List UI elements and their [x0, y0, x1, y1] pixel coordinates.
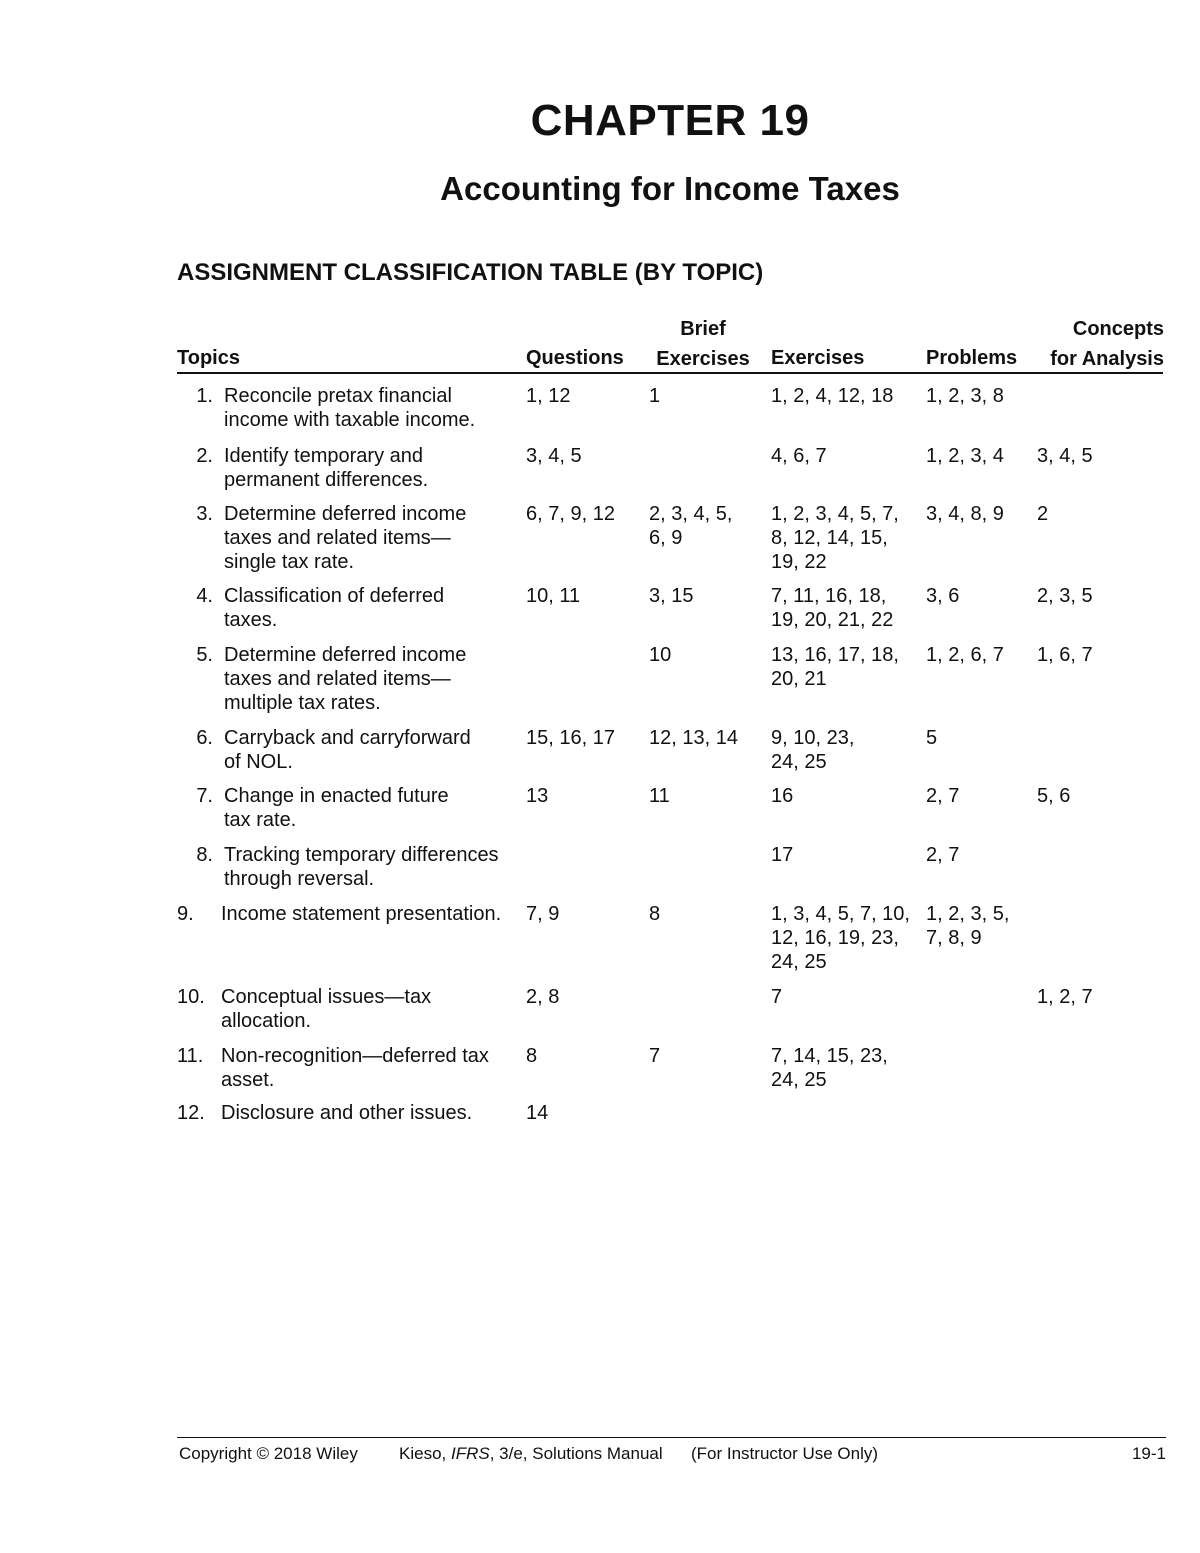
row-exercises: 17 [771, 844, 794, 866]
row-problems: 1, 2, 3, 5, 7, 8, 9 [926, 903, 1010, 949]
footer-book-author: Kieso, [399, 1444, 451, 1463]
footer-page-number: 19-1 [1131, 1444, 1166, 1463]
table-row [177, 643, 1163, 721]
table-row [177, 843, 1163, 897]
row-brief-exercises: 2, 3, 4, 5, 6, 9 [649, 503, 733, 549]
row-topic: Income statement presentation. [221, 903, 502, 925]
header-exercises: Exercises [771, 347, 865, 369]
row-exercises: 9, 10, 23, 24, 25 [771, 727, 855, 773]
row-concepts: 2, 3, 5 [1037, 585, 1093, 607]
row-brief-exercises: 7 [649, 1045, 661, 1067]
row-topic: Identify temporary and permanent differences. [224, 445, 429, 491]
row-topic: Disclosure and other issues. [221, 1102, 473, 1124]
row-exercises: 7 [771, 986, 783, 1008]
row-concepts: 2 [1037, 503, 1049, 525]
row-number: 6. [196, 727, 213, 749]
row-brief-exercises: 12, 13, 14 [649, 727, 738, 749]
row-concepts: 3, 4, 5 [1037, 445, 1093, 467]
chapter-subtitle: Accounting for Income Taxes [440, 170, 900, 207]
chapter-title: CHAPTER 19 [530, 96, 810, 145]
table-row [177, 985, 1163, 1039]
row-problems: 1, 2, 6, 7 [926, 644, 1004, 666]
footer-book-title: IFRS [450, 1444, 490, 1463]
footer-copyright: Copyright © 2018 Wiley [179, 1444, 358, 1463]
row-number: 4. [196, 585, 213, 607]
row-number: 5. [196, 644, 213, 666]
row-topic: Conceptual issues—tax allocation. [221, 986, 432, 1032]
table-row [177, 784, 1163, 838]
row-topic: Determine deferred income taxes and related items— single tax rate. [224, 503, 467, 573]
row-questions: 1, 12 [526, 385, 571, 407]
row-questions: 8 [526, 1045, 538, 1067]
row-exercises: 16 [771, 785, 794, 807]
row-problems: 1, 2, 3, 4 [926, 445, 1004, 467]
row-topic: Carryback and carryforward of NOL. [224, 727, 471, 773]
row-topic: Change in enacted future tax rate. [224, 785, 449, 831]
footer-usage: (For Instructor Use Only) [691, 1444, 879, 1463]
row-topic: Non-recognition—deferred tax asset. [221, 1045, 489, 1091]
row-exercises: 1, 2, 4, 12, 18 [771, 385, 894, 407]
header-concepts [1036, 314, 1164, 374]
row-concepts: 1, 6, 7 [1037, 644, 1093, 666]
header-concepts-line2: for Analysis [1050, 348, 1164, 370]
table-row [177, 726, 1163, 780]
row-number: 7. [196, 785, 213, 807]
row-exercises: 13, 16, 17, 18, 20, 21 [771, 644, 899, 690]
row-exercises: 7, 14, 15, 23, 24, 25 [771, 1045, 888, 1091]
row-questions: 10, 11 [526, 585, 581, 607]
table-row [177, 584, 1163, 638]
section-heading: ASSIGNMENT CLASSIFICATION TABLE (BY TOPIC) [177, 259, 764, 286]
row-questions: 6, 7, 9, 12 [526, 503, 615, 525]
row-brief-exercises: 10 [649, 644, 672, 666]
header-topics: Topics [177, 347, 240, 369]
row-questions: 3, 4, 5 [526, 445, 582, 467]
row-questions: 15, 16, 17 [526, 727, 615, 749]
row-exercises: 1, 2, 3, 4, 5, 7, 8, 12, 14, 15, 19, 22 [771, 503, 899, 573]
row-number: 3. [196, 503, 213, 525]
header-brief-line2: Exercises [656, 348, 750, 370]
row-number: 9. [177, 903, 194, 925]
footer-book-rest: , 3/e, Solutions Manual [489, 1444, 663, 1463]
header-problems: Problems [926, 347, 1018, 369]
row-problems: 5 [926, 727, 938, 749]
row-questions: 2, 8 [526, 986, 560, 1008]
row-concepts: 5, 6 [1037, 785, 1071, 807]
table-row [177, 902, 1163, 980]
row-topic: Classification of deferred taxes. [224, 585, 445, 631]
table-row [177, 502, 1163, 580]
row-problems: 1, 2, 3, 8 [926, 385, 1004, 407]
table-row [177, 384, 1163, 438]
row-number: 2. [196, 445, 213, 467]
header-concepts-line1: Concepts [1072, 318, 1164, 340]
header-brief-line1: Brief [680, 318, 726, 340]
table-row [177, 444, 1163, 498]
row-problems: 3, 4, 8, 9 [926, 503, 1004, 525]
row-problems: 2, 7 [926, 785, 960, 807]
page-footer [177, 1437, 1166, 1472]
row-number: 8. [196, 844, 213, 866]
row-brief-exercises: 11 [649, 785, 670, 807]
row-questions: 7, 9 [526, 903, 560, 925]
row-exercises: 4, 6, 7 [771, 445, 827, 467]
row-questions: 13 [526, 785, 549, 807]
row-topic: Determine deferred income taxes and related items— multiple tax rates. [224, 644, 467, 714]
header-questions: Questions [526, 347, 624, 369]
row-number: 12. [177, 1102, 205, 1124]
table-row [177, 1101, 1163, 1131]
row-questions: 14 [526, 1102, 549, 1124]
row-concepts: 1, 2, 7 [1037, 986, 1093, 1008]
table-header [177, 314, 1163, 374]
row-number: 10. [177, 986, 205, 1008]
row-number: 11. [177, 1045, 204, 1067]
row-exercises: 1, 3, 4, 5, 7, 10, 12, 16, 19, 23, 24, 25 [771, 903, 910, 973]
row-brief-exercises: 1 [649, 385, 661, 407]
footer-book [399, 1444, 663, 1464]
table-row [177, 1044, 1163, 1098]
row-topic: Reconcile pretax financial income with taxable income. [224, 385, 476, 431]
row-exercises: 7, 11, 16, 18, 19, 20, 21, 22 [771, 585, 894, 631]
row-problems: 2, 7 [926, 844, 960, 866]
row-number: 1. [196, 385, 213, 407]
row-brief-exercises: 3, 15 [649, 585, 694, 607]
header-brief-exercises [653, 314, 753, 374]
row-problems: 3, 6 [926, 585, 960, 607]
row-topic: Tracking temporary differences through reversal. [224, 844, 499, 890]
row-brief-exercises: 8 [649, 903, 661, 925]
